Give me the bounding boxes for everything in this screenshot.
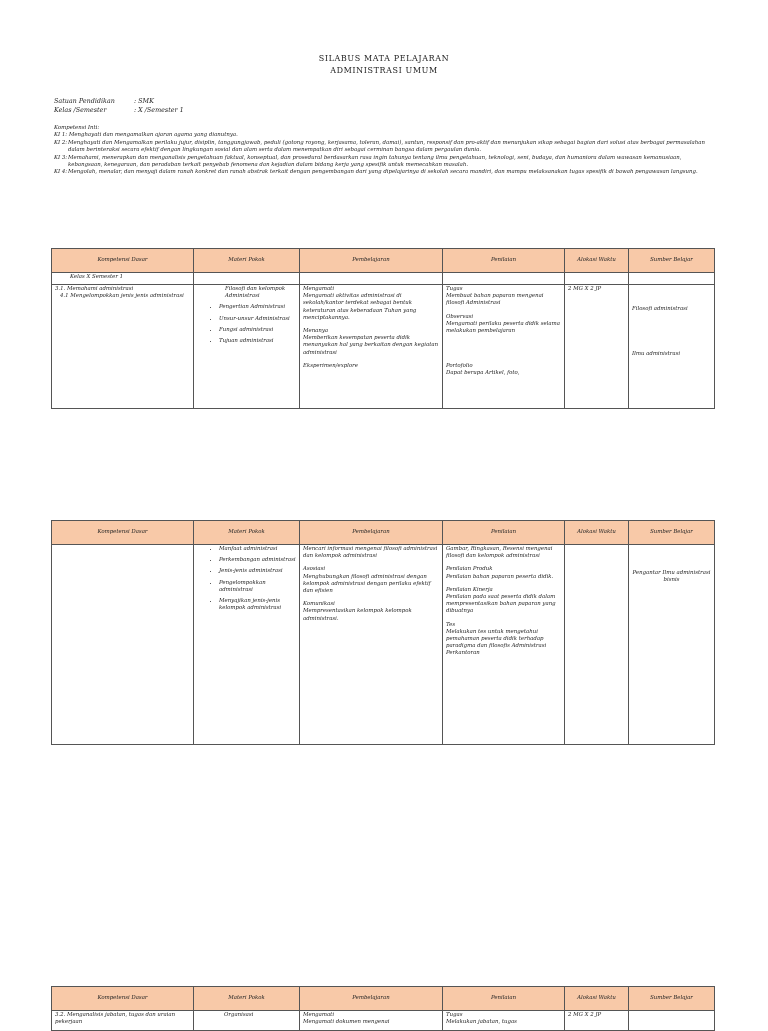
title-line-1: SILABUS MATA PELAJARAN <box>318 54 450 63</box>
pemb-heading: Eksperimen/explore <box>303 362 358 369</box>
pen-text: Dapat berupa Artikel, foto, <box>446 370 520 377</box>
col-kompetensi-dasar: Kompetensi Dasar <box>52 987 194 1011</box>
col-sumber-belajar: Sumber Belajar <box>629 249 715 273</box>
table-header-row <box>52 987 715 1011</box>
satuan-label: Satuan Pendidikan <box>54 97 115 105</box>
penilaian-cell <box>443 1011 565 1031</box>
satuan-value: : SMK <box>134 97 154 105</box>
pembelajaran-cell <box>300 545 443 745</box>
materi-item: • Fungsi administrasi <box>219 327 296 334</box>
col-sumber-belajar: Sumber Belajar <box>629 521 715 545</box>
col-pembelajaran: Pembelajaran <box>300 521 443 545</box>
alokasi-cell: 2 MG X 2 JP <box>565 285 629 409</box>
col-materi-pokok: Materi Pokok <box>194 521 300 545</box>
alokasi-cell <box>565 545 629 745</box>
col-sumber-belajar: Sumber Belajar <box>629 987 715 1011</box>
ki-3: KI 3: Memahami, menerapkan dan menganalisis pengetahuan faktual, konseptual, dan prosedural berdasarkan rasa ingin tahunya tentang ilmu pengetahuan, teknologi, seni, budaya, dan humaniora dalam wawasan kemanusiaan, kebangsaan, kenegaraan, dan peradaban terkait penyebab fenomena dan kejadian dalam bidang kerja yang spesifik untuk memecahkan masalah. <box>54 154 682 169</box>
pen-text: Penilaian bahan paparan peserta didik. <box>446 573 554 580</box>
col-kompetensi-dasar: Kompetensi Dasar <box>52 249 194 273</box>
col-penilaian: Penilaian <box>443 249 565 273</box>
pen-text: Penilaian pada saat peserta didik dalam mempresentasikan bahan paparan yang dibuatnya <box>446 594 556 615</box>
kd-3-1: 3.1. Memahami administrasi <box>55 286 134 292</box>
pemb-heading: Komunikasi <box>303 601 335 608</box>
col-alokasi-waktu: Alokasi Waktu <box>565 249 629 273</box>
ki-2: KI 2: Menghayati dan Mengamalkan perilaku jujur, disiplin, tanggungjawab, peduli (gotong royong, kerjasama, toleran, damai), santun, responsif dan pro-aktif dan menunjukan sikap sebagai bagian dari solusi atas berbagai permasalahan dalam berinteraksi secara efektif dengan lingkungan sosial dan alam serta dalam menempatkan diri sebagai cerminan bangsa dalam pergaulan dunia. <box>54 139 705 154</box>
kd-cell: 3.2. Menganalisis jabatan, tugas dan uraian pekerjaan <box>52 1011 194 1031</box>
table-header-row <box>52 521 715 545</box>
materi-item: Filosofi dan kelompok Administrasi <box>225 286 286 300</box>
penilaian-cell <box>443 285 565 409</box>
table-row <box>52 545 715 745</box>
pemb-text: Memberikan kesempatan peserta didik menanyakan hal yang berkaitan dengan kegiatan administrasi <box>303 335 439 356</box>
materi-item: • Perkembangan administrasi <box>219 557 296 564</box>
pen-heading: Tugas <box>446 286 463 292</box>
pen-heading: Tes <box>446 621 456 628</box>
materi-cell <box>194 545 300 745</box>
sumber-cell <box>629 1011 715 1031</box>
ki-heading: Kompetensi Inti: <box>54 125 100 131</box>
syllabus-table-3 <box>51 986 715 1031</box>
syllabus-table-2 <box>51 520 715 745</box>
pen-heading: Penilaian Produk <box>446 566 493 573</box>
materi-item: • Menyajikan jenis-jenis kelompok administrasi <box>219 598 296 612</box>
pen-heading: Penilaian Kinerja <box>446 586 493 593</box>
pen-text: Melakukan jabatan, tugas <box>446 1019 517 1026</box>
group-label: Kelas X Semester 1 <box>52 273 194 285</box>
pemb-text: Mempresentasikan kelompok kelompok administrasi. <box>303 608 412 622</box>
pen-text: Mengamati perilaku peserta didik selama melakukan pembelajaran <box>446 320 560 335</box>
materi-item: • Tujuan administrasi <box>219 338 296 345</box>
pen-heading: Portofolio <box>446 363 473 370</box>
col-penilaian: Penilaian <box>443 987 565 1011</box>
kd-4-1: 4.1 Mengelompokkan jenis jenis administrasi <box>60 293 184 300</box>
pen-heading: Observasi <box>446 313 474 320</box>
sumber-item: Ilmu administrasi <box>632 351 681 358</box>
materi-cell <box>194 285 300 409</box>
table-row-group <box>52 273 715 285</box>
title-line-2: ADMINISTRASI UMUM <box>330 66 438 75</box>
pen-heading: Tugas <box>446 1012 463 1018</box>
pen-text: Membuat bahan paparan mengenai filosofi Administrasi <box>446 293 544 307</box>
kompetensi-inti <box>54 125 714 177</box>
kd-cell <box>52 545 194 745</box>
sumber-item: Filosofi administrasi <box>632 306 688 312</box>
col-kompetensi-dasar: Kompetensi Dasar <box>52 521 194 545</box>
pemb-text: Mencari informasi mengenai filosofi administrasi dan kelompok administrasi <box>303 546 438 560</box>
materi-item: • Jenis-jenis administrasi <box>219 568 296 575</box>
materi-item: • Pengelompokkan administrasi <box>219 580 296 594</box>
pen-text: Gambar, Ringkasan, Resensi mengenai filosofi dan kelompok administrasi <box>446 546 553 560</box>
kd-cell <box>52 285 194 409</box>
col-pembelajaran: Pembelajaran <box>300 987 443 1011</box>
col-alokasi-waktu: Alokasi Waktu <box>565 521 629 545</box>
table-row <box>52 285 715 409</box>
pemb-heading: Asosiasi <box>303 566 326 573</box>
col-alokasi-waktu: Alokasi Waktu <box>565 987 629 1011</box>
kelas-value: : X /Semester 1 <box>134 106 184 114</box>
materi-item: • Manfaat administrasi <box>219 546 296 553</box>
syllabus-table-1 <box>51 248 715 409</box>
pemb-heading: Menanya <box>303 328 329 335</box>
alokasi-cell: 2 MG X 2 JP <box>565 1011 629 1031</box>
col-penilaian: Penilaian <box>443 521 565 545</box>
sumber-cell <box>629 285 715 409</box>
col-pembelajaran: Pembelajaran <box>300 249 443 273</box>
satuan-pendidikan-row <box>54 97 154 105</box>
pemb-heading: Mengamati <box>303 1012 335 1018</box>
kelas-label: Kelas /Semester <box>54 106 107 114</box>
pemb-text: Mengamati aktivitas administrasi di sekolah/kantor terdekat sebagai bentuk keteraturan atas keberadaan Tuhan yang menciptakannya. <box>303 293 417 321</box>
penilaian-cell <box>443 545 565 745</box>
table-row <box>52 1011 715 1031</box>
col-materi-pokok: Materi Pokok <box>194 249 300 273</box>
materi-item: • Unsur-unsur Administrasi <box>219 316 296 323</box>
ki-4: KI 4: Mengolah, menalar, dan menyaji dalam ranah konkret dan ranah abstrak terkait dengan pengembangan dari yang dipelajarinya di sekolah secara mandiri, dan mampu melaksanakan tugas spesifik di bawah pengawasan langsung. <box>54 169 698 176</box>
sumber-item: Pengantar Ilmu administrasi bisnis <box>632 570 711 584</box>
pen-text: Melakukan tes untuk mengetahui pemahaman peserta didik terhadap paradigma dan filosofis Administrasi Perkantoran <box>446 628 547 657</box>
table-header-row <box>52 249 715 273</box>
pemb-heading: Mengamati <box>303 286 335 292</box>
col-materi-pokok: Materi Pokok <box>194 987 300 1011</box>
materi-item: • Pengertian Administrasi <box>219 304 296 311</box>
materi-cell: Organisasi <box>194 1011 300 1031</box>
pemb-text: Mengamati dokumen mengenai <box>303 1019 390 1026</box>
pembelajaran-cell <box>300 285 443 409</box>
pembelajaran-cell <box>300 1011 443 1031</box>
kelas-semester-row <box>54 106 184 114</box>
sumber-cell <box>629 545 715 745</box>
pemb-text: Menghubungkan filosofi administrasi dengan kelompok administrasi dengan perilaku efektif dan efisien <box>303 573 431 595</box>
ki-1: KI 1: Menghayati dan mengamalkan ajaran agama yang dianutnya. <box>54 132 238 139</box>
